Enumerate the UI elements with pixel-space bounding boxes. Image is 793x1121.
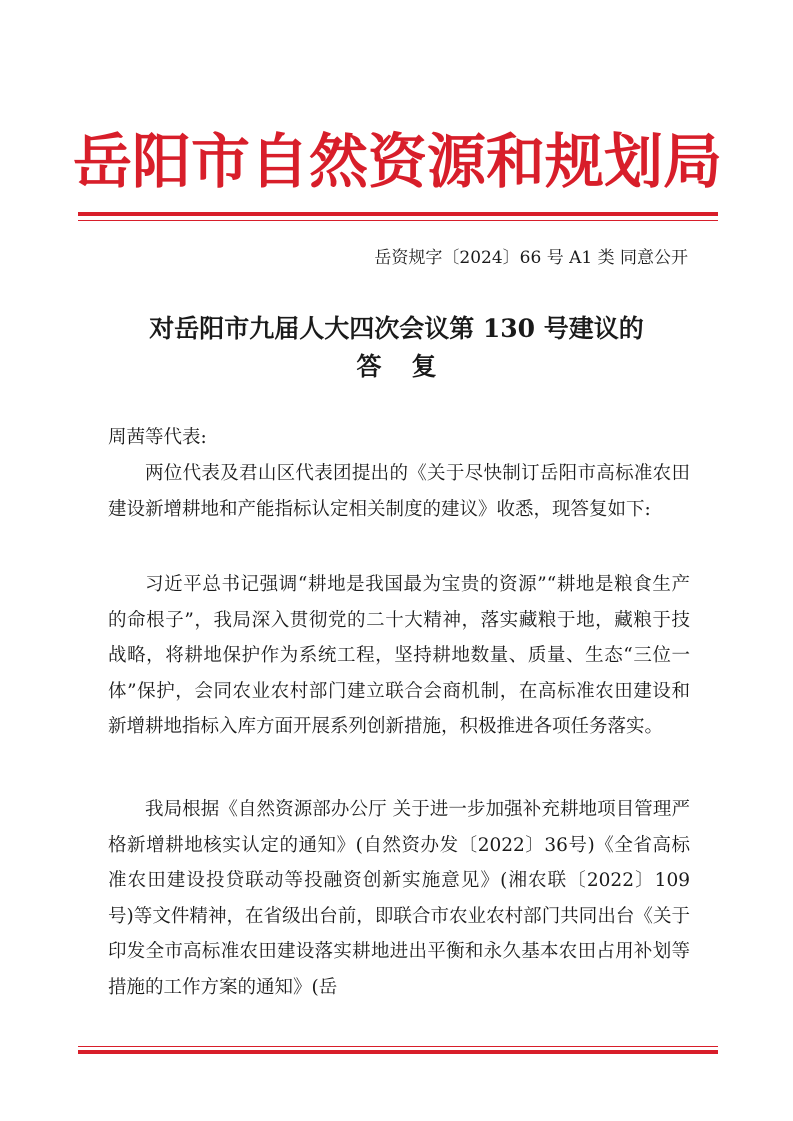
masthead-rule-thin [78,220,718,221]
document-title-line2: 答复 [356,352,467,381]
body-paragraph: 两位代表及君山区代表团提出的《关于尽快制订岳阳市高标准农田建设新增耕地和产能指标认定相关制度的建议》收悉，现答复如下: [108,463,690,520]
salutation: 周茜等代表: [108,427,207,448]
masthead-rule-thick [78,212,718,216]
body-paragraph: 我局根据《自然资源部办公厅 关于进一步加强补充耕地项目管理严格新增耕地核实认定的通知》(自然资办发〔2022〕36号)《全省高标准农田建设投贷联动等投融资创新实施意见》(湘农联〔2022〕109 号)等文件精神，在省级出台前，即联合市农业农村部门共同出台《关于印发全市高标准农田建设落实耕地进出平衡和永久基本农田占用补划等措施的工作方案的通知》(岳 [108,799,690,998]
footer-rule-thick [78,1050,718,1054]
agency-masthead: 岳阳市自然资源和规划局 [72,127,722,196]
document-number: 岳资规字〔2024〕66 号 A1 类 同意公开 [374,248,688,268]
footer-rule-thin [78,1046,718,1047]
document-title-line1: 对岳阳市九届人大四次会议第 130 号建议的 [149,314,644,343]
body-paragraph: 习近平总书记强调“耕地是我国最为宝贵的资源”“耕地是粮食生产的命根子”，我局深入贯彻党的二十大精神，落实藏粮于地，藏粮于技战略，将耕地保护作为系统工程，坚持耕地数量、质量、生态“三位一体”保护，会同农业农村部门建立联合会商机制，在高标准农田建设和新增耕地指标入库方面开展系列创新措施，积极推进各项任务落实。 [108,574,690,737]
